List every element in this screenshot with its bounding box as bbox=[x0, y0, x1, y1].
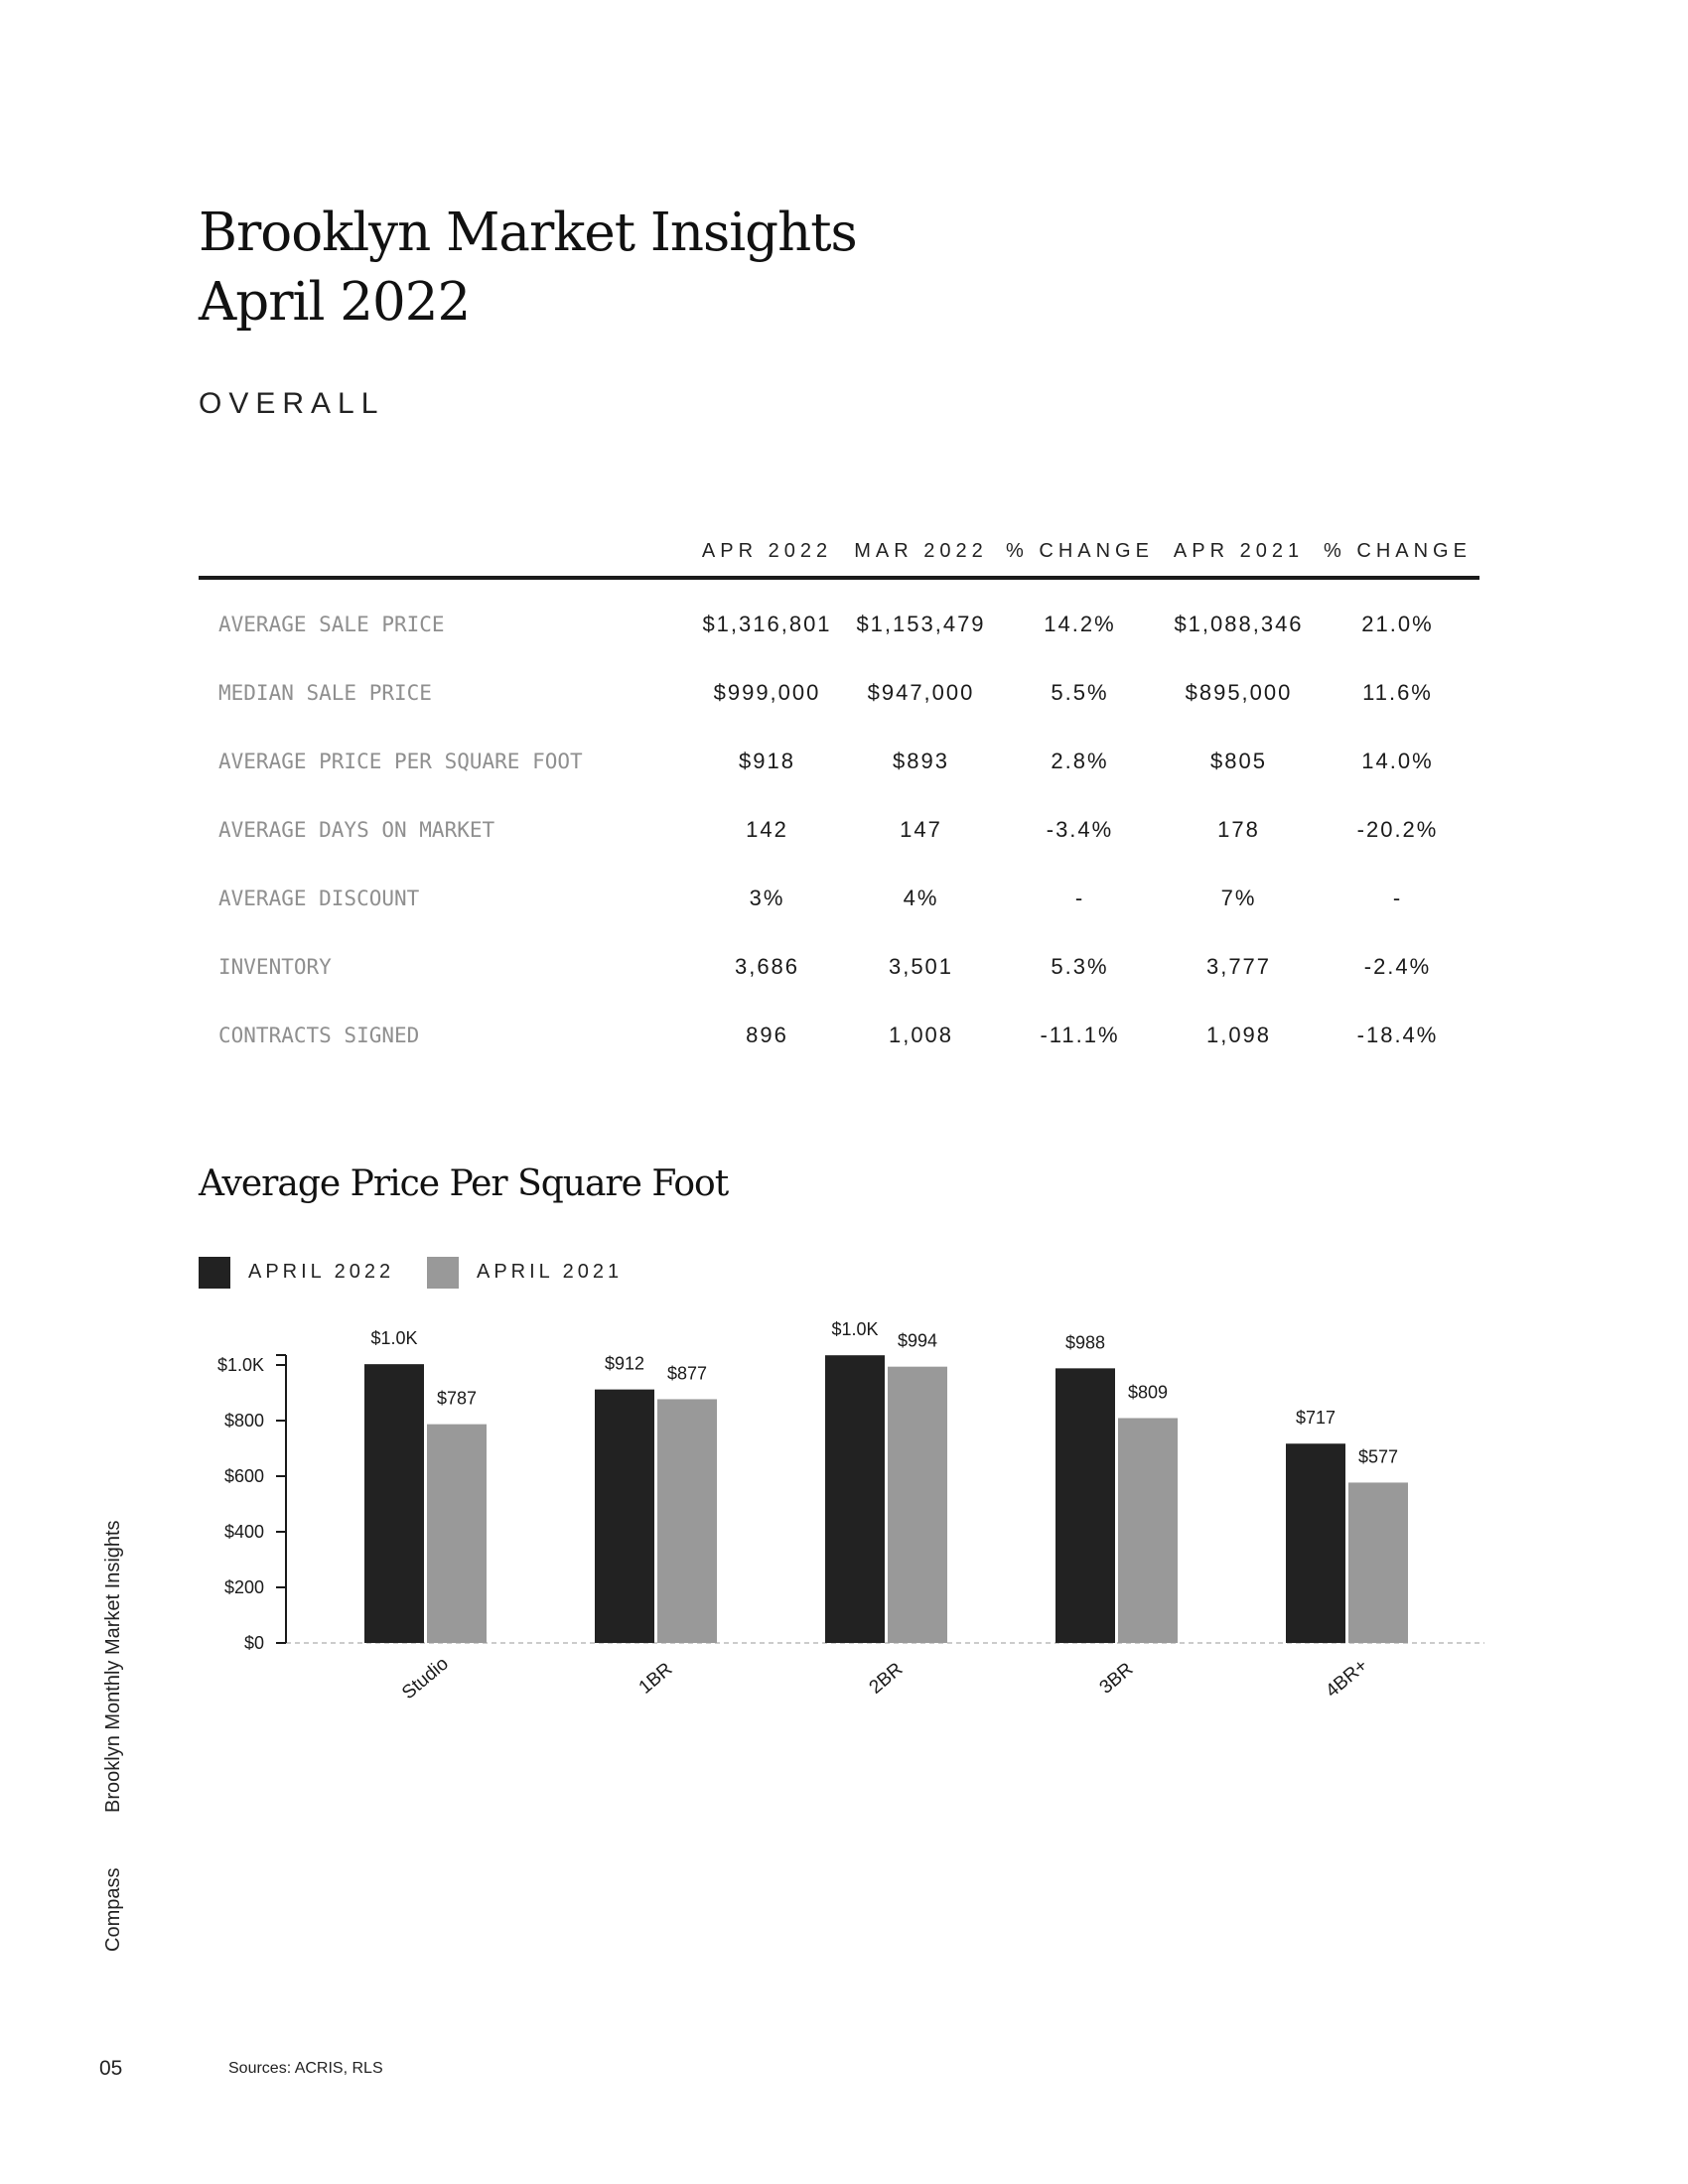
data-label: $988 bbox=[1064, 1332, 1106, 1353]
y-tick-label: $200 bbox=[223, 1577, 264, 1597]
table-body bbox=[199, 578, 1479, 1069]
bar-4br--april-2021 bbox=[1348, 1482, 1408, 1643]
metric-value: $918 bbox=[739, 748, 795, 773]
page-title-line-2: April 2022 bbox=[199, 272, 471, 333]
bar-4br--april-2022 bbox=[1286, 1443, 1345, 1643]
metric-label: AVERAGE DISCOUNT bbox=[218, 886, 420, 910]
bar-studio-april-2022 bbox=[364, 1364, 424, 1643]
metric-value: - bbox=[1392, 885, 1403, 910]
bar-3br-april-2021 bbox=[1118, 1418, 1178, 1643]
table-row bbox=[199, 932, 1479, 1001]
metric-value: $805 bbox=[1210, 748, 1267, 773]
header-col-5: % CHANGE bbox=[1324, 539, 1472, 562]
bar-3br-april-2022 bbox=[1055, 1368, 1115, 1643]
metric-value: -2.4% bbox=[1363, 953, 1432, 979]
metric-value: -3.4% bbox=[1046, 816, 1114, 842]
metric-value: 7% bbox=[1220, 885, 1257, 910]
table-row bbox=[199, 658, 1479, 727]
page-title bbox=[199, 199, 857, 338]
metric-label: INVENTORY bbox=[218, 954, 332, 979]
table-header-row bbox=[199, 526, 1479, 578]
legend-swatch-april-2021 bbox=[427, 1257, 459, 1289]
legend-label-april-2022: APRIL 2022 bbox=[248, 1261, 395, 1283]
data-label: $577 bbox=[1357, 1446, 1399, 1467]
metric-value: -18.4% bbox=[1356, 1022, 1439, 1047]
metric-label: AVERAGE PRICE PER SQUARE FOOT bbox=[218, 749, 583, 773]
metric-value: 1,098 bbox=[1205, 1022, 1272, 1047]
publication-name: Brooklyn Monthly Market Insights bbox=[102, 1520, 124, 1813]
metric-value: $1,153,479 bbox=[856, 611, 986, 636]
metric-value: $947,000 bbox=[867, 679, 975, 705]
header-col-2: MAR 2022 bbox=[854, 539, 988, 562]
sources-note: Sources: ACRIS, RLS bbox=[228, 2060, 383, 2077]
header-col-4: APR 2021 bbox=[1173, 539, 1305, 562]
x-category-label: 1BR bbox=[634, 1658, 677, 1699]
metric-value: - bbox=[1074, 885, 1085, 910]
data-label: $1.0K bbox=[831, 1319, 879, 1340]
metric-value: $895,000 bbox=[1185, 679, 1293, 705]
chart-title: Average Price Per Square Foot bbox=[199, 1163, 729, 1204]
metric-value: 1,008 bbox=[888, 1022, 954, 1047]
x-category-label: 2BR bbox=[865, 1658, 908, 1699]
metric-value: -11.1% bbox=[1040, 1022, 1120, 1047]
metric-value: 3,501 bbox=[888, 953, 954, 979]
table-row bbox=[199, 578, 1479, 658]
metric-label: AVERAGE SALE PRICE bbox=[218, 612, 445, 636]
header-metric bbox=[199, 526, 690, 578]
table-row bbox=[199, 1001, 1479, 1069]
metric-value: 14.2% bbox=[1044, 611, 1116, 636]
y-tick-label: $1.0K bbox=[216, 1355, 264, 1375]
table-row bbox=[199, 864, 1479, 932]
metric-label: MEDIAN SALE PRICE bbox=[218, 680, 432, 705]
header-col-1: APR 2022 bbox=[701, 539, 833, 562]
metric-value: 178 bbox=[1217, 816, 1260, 842]
bar-2br-april-2021 bbox=[888, 1367, 947, 1643]
metric-value: $999,000 bbox=[713, 679, 821, 705]
section-label: OVERALL bbox=[199, 387, 385, 420]
table-row bbox=[199, 795, 1479, 864]
bar-studio-april-2021 bbox=[427, 1425, 487, 1643]
data-label: $809 bbox=[1127, 1382, 1169, 1403]
x-category-label: Studio bbox=[398, 1653, 453, 1705]
legend-label-april-2021: APRIL 2021 bbox=[477, 1261, 624, 1283]
metric-value: 5.3% bbox=[1051, 953, 1109, 979]
header-col-3: % CHANGE bbox=[1006, 539, 1154, 562]
data-label: $717 bbox=[1295, 1408, 1336, 1429]
metric-value: 4% bbox=[903, 885, 939, 910]
y-tick-label: $400 bbox=[223, 1522, 264, 1542]
x-category-label: 3BR bbox=[1095, 1658, 1138, 1699]
x-category-label: 4BR+ bbox=[1322, 1655, 1372, 1703]
data-label: $877 bbox=[666, 1363, 708, 1384]
metric-value: -20.2% bbox=[1356, 816, 1439, 842]
metric-value: $1,088,346 bbox=[1174, 611, 1304, 636]
metric-value: 3,686 bbox=[734, 953, 800, 979]
metric-value: 142 bbox=[746, 816, 788, 842]
metric-value: $893 bbox=[893, 748, 949, 773]
metric-value: 896 bbox=[746, 1022, 788, 1047]
legend-swatch-april-2022 bbox=[199, 1257, 230, 1289]
data-label: $1.0K bbox=[370, 1328, 418, 1349]
bar-2br-april-2022 bbox=[825, 1355, 885, 1643]
brand-name: Compass bbox=[102, 1867, 124, 1952]
market-stats-table bbox=[199, 526, 1479, 1069]
metric-value: $1,316,801 bbox=[702, 611, 832, 636]
bar-1br-april-2022 bbox=[595, 1390, 654, 1643]
metric-value: 147 bbox=[900, 816, 942, 842]
metric-value: 3% bbox=[749, 885, 785, 910]
price-per-sqft-bar-chart bbox=[0, 1310, 1688, 1747]
metric-value: 14.0% bbox=[1361, 748, 1434, 773]
metric-value: 21.0% bbox=[1361, 611, 1434, 636]
metric-label: CONTRACTS SIGNED bbox=[218, 1023, 420, 1047]
metric-value: 11.6% bbox=[1362, 679, 1433, 705]
metric-value: 5.5% bbox=[1051, 679, 1109, 705]
metric-value: 2.8% bbox=[1051, 748, 1109, 773]
data-label: $787 bbox=[436, 1388, 478, 1409]
page-title-line-1: Brooklyn Market Insights bbox=[199, 203, 857, 263]
y-tick-label: $800 bbox=[223, 1411, 264, 1431]
bar-1br-april-2021 bbox=[657, 1399, 717, 1643]
metric-value: 3,777 bbox=[1205, 953, 1272, 979]
y-tick-label: $0 bbox=[243, 1633, 264, 1653]
data-label: $994 bbox=[897, 1330, 938, 1351]
y-tick-label: $600 bbox=[223, 1466, 264, 1486]
metric-label: AVERAGE DAYS ON MARKET bbox=[218, 817, 495, 842]
table-row bbox=[199, 727, 1479, 795]
page-number: 05 bbox=[99, 2057, 123, 2080]
data-label: $912 bbox=[604, 1353, 645, 1374]
